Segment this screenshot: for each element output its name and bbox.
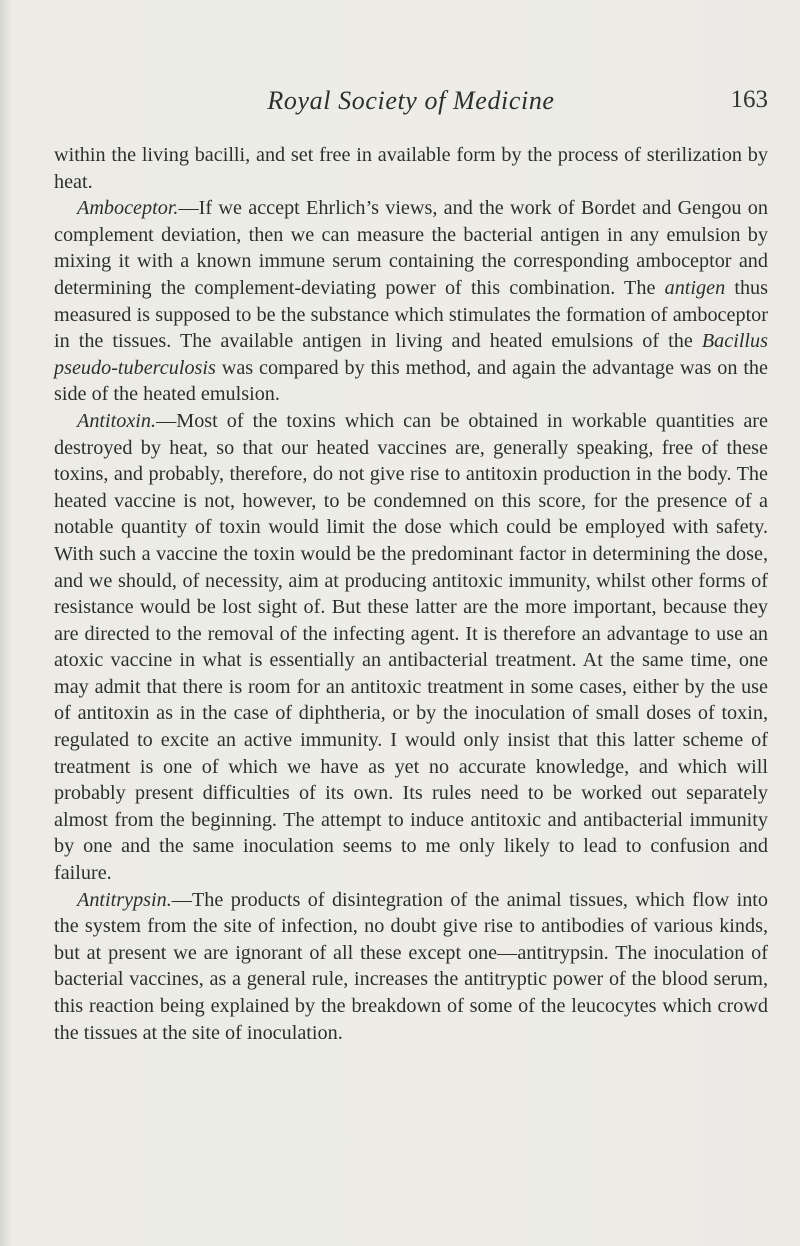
body-text bbox=[54, 142, 768, 1046]
italic-term-bacillus: Bacillus pseudo-tuberculosis bbox=[54, 330, 768, 379]
page-gutter-shadow bbox=[0, 0, 10, 1246]
running-header bbox=[54, 86, 768, 120]
section-heading-antitoxin: Antitoxin. bbox=[77, 409, 157, 432]
section-heading-antitrypsin: Antitrypsin. bbox=[77, 888, 172, 911]
paragraph-text: within the living bacilli, and set free in available form by the process of sterilization by heat. bbox=[54, 144, 768, 193]
paragraph-antitrypsin bbox=[54, 887, 768, 1047]
paragraph-text: —If we accept Ehrlich’s views, and the work of Bordet and Gengou on complement deviation, then we can measure the bacterial antigen in any emulsion by mixing it with a known immune serum containing the corresponding amboceptor and determining the complement-deviating power of this combination. The bbox=[54, 197, 768, 299]
running-title: Royal Society of Medicine bbox=[267, 86, 555, 115]
paragraph-text: —Most of the toxins which can be obtained in workable quantities are destroyed by heat, so that our heated vaccines are, generally speaking, free of these toxins, and probably, therefore, do not give rise to antitoxin production in the body. The heated vaccine is not, however, to be condemned on this score, for the presence of a notable quantity of toxin would limit the dose which could be employed with safety. With such a vaccine the toxin would be the predominant factor in determining the dose, and we should, of necessity, aim at producing antitoxic immunity, whilst other forms of resistance would be lost sight of. But these latter are the more important, because they are directed to the removal of the infecting agent. It is therefore an advantage to use an atoxic vaccine in what is essentially an antibacterial treatment. At the same time, one may admit that there is room for an antitoxic treatment in some cases, either by the use of antitoxin as in the case of diphtheria, or by the inoculation of small doses of toxin, regulated to excite an active immunity. I would only insist that this latter scheme of treatment is one of which we have as yet no accurate knowledge, and which will probably present difficulties of its own. Its rules need to be worked out separately almost from the beginning. The attempt to induce antitoxic and antibacterial immunity by one and the same inoculation seems to me only likely to lead to confusion and failure. bbox=[54, 409, 768, 885]
italic-term-antigen: antigen bbox=[664, 276, 726, 299]
section-heading-amboceptor: Amboceptor. bbox=[77, 197, 179, 220]
paragraph-amboceptor bbox=[54, 195, 768, 408]
paragraph-antitoxin bbox=[54, 408, 768, 887]
paragraph-text: —The products of disintegration of the animal tissues, which flow into the system from the site of infection, no doubt give rise to antibodies of various kinds, but at present we are ignorant of all these except one—antitrypsin. The inoculation of bacterial vaccines, as a general rule, increases the antitryptic power of the blood serum, this reaction being explained by the breakdown of some of the leucocytes which crowd the tissues at the site of inoculation. bbox=[54, 888, 768, 1044]
page-number: 163 bbox=[730, 86, 768, 113]
paragraph-continuation bbox=[54, 142, 768, 195]
paragraph-text: was compared by this method, and again the advantage was on the side of the heated emulsion. bbox=[54, 356, 768, 406]
paragraph-text: thus measured is supposed to be the substance which stimulates the formation of amboceptor in the tissues. The available antigen in living and heated emulsions of the bbox=[54, 276, 768, 353]
